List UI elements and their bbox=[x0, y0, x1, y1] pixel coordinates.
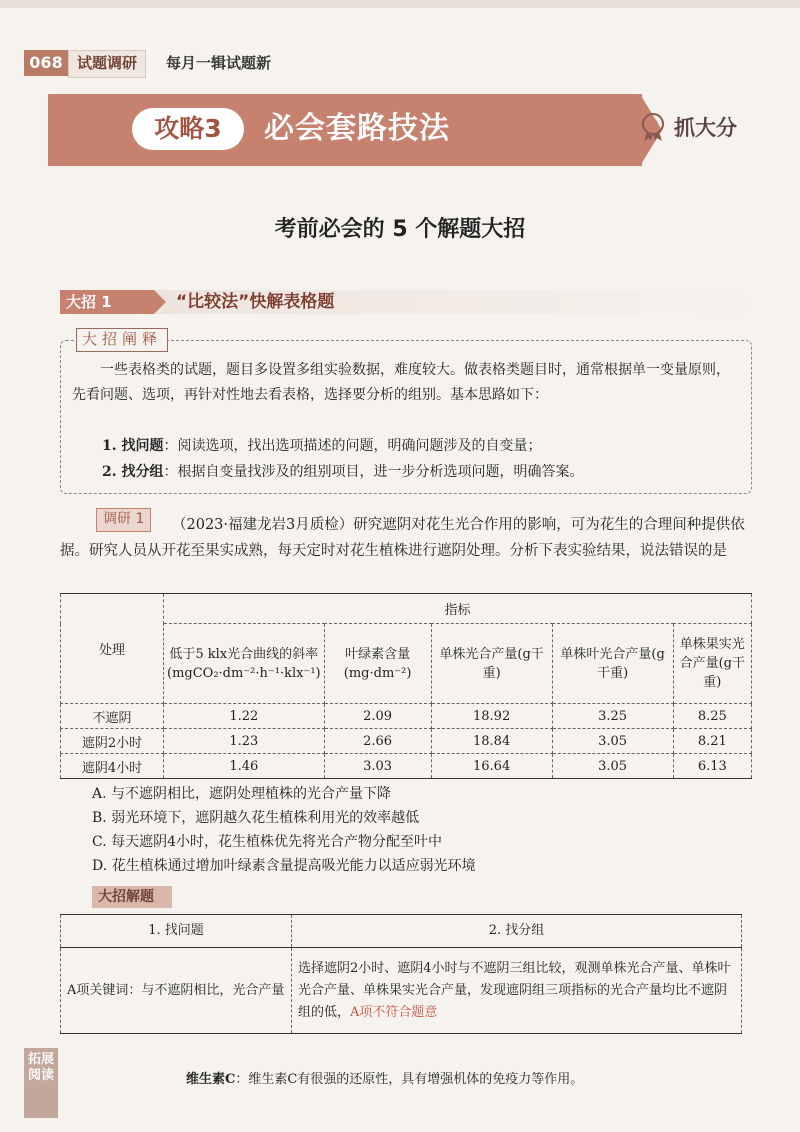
header-cell: 单株叶光合产量(g干重) bbox=[552, 624, 673, 704]
option-c: C. 每天遮阴4小时，花生植株优先将光合产物分配至叶中 bbox=[92, 834, 443, 850]
table-cell: 16.64 bbox=[431, 754, 552, 779]
table-cell: 3.03 bbox=[324, 754, 431, 779]
page-number: 068 bbox=[24, 50, 68, 76]
header-process: 处理 bbox=[61, 594, 164, 704]
option-b: B. 弱光环境下，遮阴越久花生植株利用光的效率越低 bbox=[92, 810, 420, 826]
tip-arrow bbox=[154, 290, 166, 314]
solution-col2-header: 2. 找分组 bbox=[292, 915, 742, 948]
table-cell: 1.46 bbox=[164, 754, 325, 779]
table-cell: 18.92 bbox=[431, 704, 552, 729]
footer-text: ：维生素C有很强的还原性，具有增强机体的免疫力等作用。 bbox=[235, 1072, 584, 1087]
table-cell: 2.66 bbox=[324, 729, 431, 754]
step-2-text: ：根据自变量找涉及的组别项目，进一步分析选项问题，明确答案。 bbox=[163, 464, 584, 480]
question-stem: （2023·福建龙岩3月质检）研究遮阴对花生光合作用的影响，可为花生的合理间种提供依据。研究人员从开花至果实成熟，每天定时对花生植株进行遮阴处理。分析下表实验结果，说法错误的是 bbox=[60, 517, 745, 559]
table-cell: 6.13 bbox=[673, 754, 751, 779]
tip-label: 大招 1 bbox=[60, 290, 154, 314]
header-indicator: 指标 bbox=[164, 594, 752, 624]
explanation-label: 大招阐释 bbox=[76, 328, 168, 352]
table-cell: 3.05 bbox=[552, 754, 673, 779]
solution-cell-1: A项关键词：与不遮阴相比，光合产量 bbox=[61, 948, 292, 1034]
solution-cell-2 bbox=[292, 948, 742, 1034]
step-1-text: ：阅读选项，找出选项描述的问题，明确问题涉及的自变量； bbox=[163, 438, 542, 454]
section-tag: 试题调研 bbox=[68, 50, 146, 78]
table-cell: 2.09 bbox=[324, 704, 431, 729]
solution-highlight: A项不符合题意 bbox=[350, 1004, 438, 1020]
series-title: 每月一辑试题新 bbox=[166, 54, 272, 72]
top-strip bbox=[0, 0, 800, 8]
data-table bbox=[60, 593, 752, 779]
table-row bbox=[61, 754, 752, 779]
tip-title: “比较法”快解表格题 bbox=[176, 292, 335, 312]
row-label: 遮阴2小时 bbox=[61, 729, 164, 754]
table-row bbox=[61, 594, 752, 624]
table-row bbox=[61, 704, 752, 729]
option-a: A. 与不遮阴相比，遮阴处理植株的光合产量下降 bbox=[92, 786, 392, 802]
score-badge: 抓大分 bbox=[674, 116, 737, 140]
header-cell: 单株光合产量(g干重) bbox=[431, 624, 552, 704]
table-cell: 3.25 bbox=[552, 704, 673, 729]
medal-icon bbox=[638, 112, 668, 142]
main-title: 考前必会的 5 个解题大招 bbox=[274, 217, 526, 242]
step-1-key: 1. 找问题 bbox=[102, 438, 164, 454]
solution-label: 大招解题 bbox=[92, 886, 172, 908]
table-cell: 8.21 bbox=[673, 729, 751, 754]
table-cell: 3.05 bbox=[552, 729, 673, 754]
footer-note bbox=[186, 1070, 583, 1090]
chapter-tag: 攻略3 bbox=[132, 108, 244, 150]
solution-col1-header: 1. 找问题 bbox=[61, 915, 292, 948]
footer-term: 维生素C bbox=[186, 1072, 236, 1087]
solution-table bbox=[60, 914, 742, 1034]
explanation-paragraph: 一些表格类的试题，题目多设置多组实验数据，难度较大。做表格类题目时，通常根据单一变量原则，先看问题、选项，再针对性地去看表格，选择要分析的组别。基本思路如下： bbox=[72, 362, 730, 403]
table-cell: 1.22 bbox=[164, 704, 325, 729]
step-1 bbox=[102, 434, 742, 459]
header-cell: 叶绿素含量(mg·dm⁻²) bbox=[324, 624, 431, 704]
table-row bbox=[61, 915, 742, 948]
tip-band bbox=[60, 290, 800, 314]
table-cell: 8.25 bbox=[673, 704, 751, 729]
row-label: 遮阴4小时 bbox=[61, 754, 164, 779]
chapter-title: 必会套路技法 bbox=[264, 111, 450, 146]
table-row bbox=[61, 729, 752, 754]
header-cell: 单株果实光合产量(g干重) bbox=[673, 624, 751, 704]
row-label: 不遮阴 bbox=[61, 704, 164, 729]
option-d: D. 花生植株通过增加叶绿素含量提高吸光能力以适应弱光环境 bbox=[92, 858, 476, 874]
step-2 bbox=[102, 460, 742, 485]
side-tab: 拓展阅读 bbox=[24, 1048, 58, 1118]
question-label: 调研 1 bbox=[96, 508, 151, 532]
table-row bbox=[61, 624, 752, 704]
table-cell: 18.84 bbox=[431, 729, 552, 754]
solution-cell-2-text: 选择遮阴2小时、遮阴4小时与不遮阴三组比较，观测单株光合产量、单株叶光合产量、单株果实光合产量，发现遮阴组三项指标的光合产量均比不遮阴组的低， bbox=[298, 960, 731, 1020]
table-row bbox=[61, 948, 742, 1034]
table-cell: 1.23 bbox=[164, 729, 325, 754]
step-2-key: 2. 找分组 bbox=[102, 464, 164, 480]
header-cell: 低于5 klx光合曲线的斜率(mgCO₂·dm⁻²·h⁻¹·klx⁻¹) bbox=[164, 624, 325, 704]
